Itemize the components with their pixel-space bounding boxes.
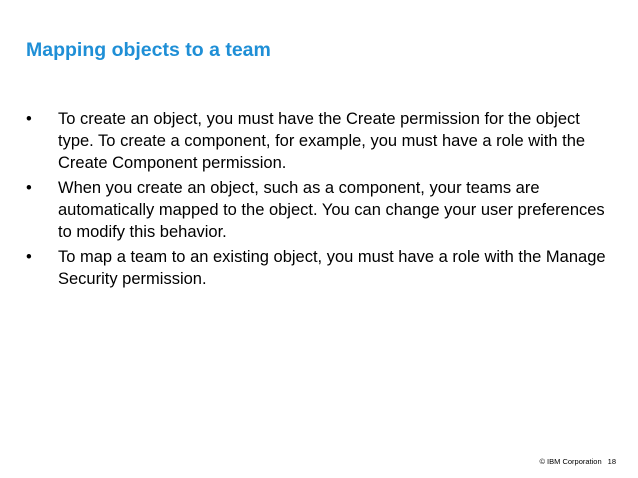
bullet-text: To create an object, you must have the Create permission for the object type. To create a component, for example, you must have a role with the Create Component permission. (58, 110, 586, 172)
bullet-list (26, 108, 606, 293)
bullet-icon: • (26, 179, 32, 197)
bullet-icon: • (26, 248, 32, 266)
bullet-text: When you create an object, such as a component, your teams are automatically mapped to the object. You can change your user preferences to modify this behavior. (58, 179, 605, 241)
bullet-item-create-object (26, 108, 606, 174)
copyright-notice: © IBM Corporation (539, 457, 602, 466)
bullet-item-map-existing (26, 246, 606, 290)
bullet-text: To map a team to an existing object, you must have a role with the Manage Security permission. (58, 248, 606, 288)
page-number: 18 (607, 457, 616, 466)
bullet-icon: • (26, 110, 32, 128)
slide-title: Mapping objects to a team (26, 39, 271, 61)
bullet-item-auto-mapping (26, 177, 606, 243)
slide-footer (539, 457, 616, 467)
